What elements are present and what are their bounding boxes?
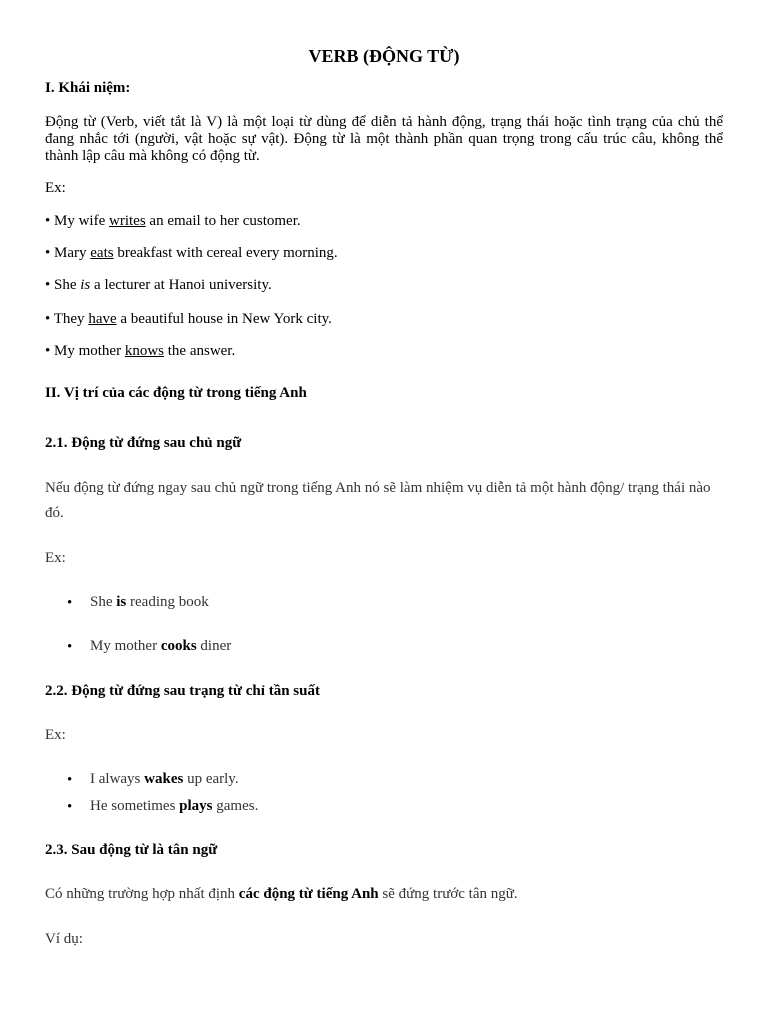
paragraph-text: sẽ đứng trước tân ngữ. [378,886,518,902]
subsection-2-2-heading: 2.2. Động từ đứng sau trạng từ chỉ tần suất [45,683,320,699]
list-item [90,798,258,815]
example-1 [45,213,301,230]
list-item-verb: wakes [144,771,184,787]
list-item-text: My mother [90,638,161,654]
list-item-verb: is [116,594,127,610]
subsection-2-1-paragraph-line-1: Nếu động từ đứng ngay sau chủ ngữ trong tiếng Anh nó sẽ làm nhiệm vụ diễn tả một hành động/ trạng thái nào [45,480,711,496]
example-verb: knows [124,343,164,359]
example-verb: is [80,277,91,293]
example-text: an email to her customer. [145,213,301,229]
paragraph-bold: các động từ tiếng Anh [238,886,379,902]
list-item-verb: plays [179,798,213,814]
example-verb: have [88,311,117,327]
bullet-icon: • [67,799,73,815]
list-item-text: She [90,594,117,610]
bullet-icon: • [67,595,73,611]
example-text: • She [45,277,81,293]
list-item-text: I always [90,771,145,787]
list-item-verb: cooks [160,638,197,654]
example-text: breakfast with cereal every morning. [113,245,338,261]
example-4 [45,311,332,328]
list-item-text: diner [196,638,232,654]
page-title: VERB (ĐỘNG TỪ) [308,46,460,66]
example-text: • Mary [45,245,91,261]
list-item [90,771,239,788]
subsection-2-3-paragraph [45,886,518,903]
example-text: • They [45,311,89,327]
section-1-heading: I. Khái niệm: [45,80,131,96]
section-2-heading: II. Vị trí của các động từ trong tiếng Anh [45,385,307,401]
list-item [90,638,231,655]
list-item [90,594,209,611]
example-text: • My wife [45,213,109,229]
bullet-icon: • [67,772,73,788]
example-text: a beautiful house in New York city. [116,311,332,327]
bullet-icon: • [67,639,73,655]
section-1-paragraph: Động từ (Verb, viết tắt là V) là một loại từ dùng để diễn tả hành động, trạng thái hoặc tình trạng của chủ thể đang nhắc tới (người, vật hoặc sự vật). Động từ là một thành phần quan trọng trong cấu trúc câu, không thể thành lập câu mà không có động từ. [45,114,723,164]
example-verb: writes [109,213,146,229]
section-1-ex-label: Ex: [45,180,66,196]
example-2 [45,245,338,262]
subsection-2-2-ex-label: Ex: [45,727,66,743]
example-verb: eats [90,245,114,261]
subsection-2-1-paragraph-line-2: đó. [45,505,64,521]
paragraph-text: Có những trường hợp nhất định [45,886,239,902]
list-item-text: reading book [126,594,209,610]
example-5 [45,343,235,360]
list-item-text: games. [212,798,259,814]
example-3 [45,277,272,294]
list-item-text: up early. [183,771,239,787]
subsection-2-3-vidu-label: Ví dụ: [45,931,83,947]
subsection-2-1-ex-label: Ex: [45,550,66,566]
example-text: • My mother [45,343,125,359]
example-text: the answer. [164,343,236,359]
list-item-text: He sometimes [90,798,180,814]
subsection-2-3-heading: 2.3. Sau động từ là tân ngữ [45,842,218,858]
subsection-2-1-heading: 2.1. Động từ đứng sau chủ ngữ [45,435,242,451]
example-text: a lecturer at Hanoi university. [90,277,272,293]
